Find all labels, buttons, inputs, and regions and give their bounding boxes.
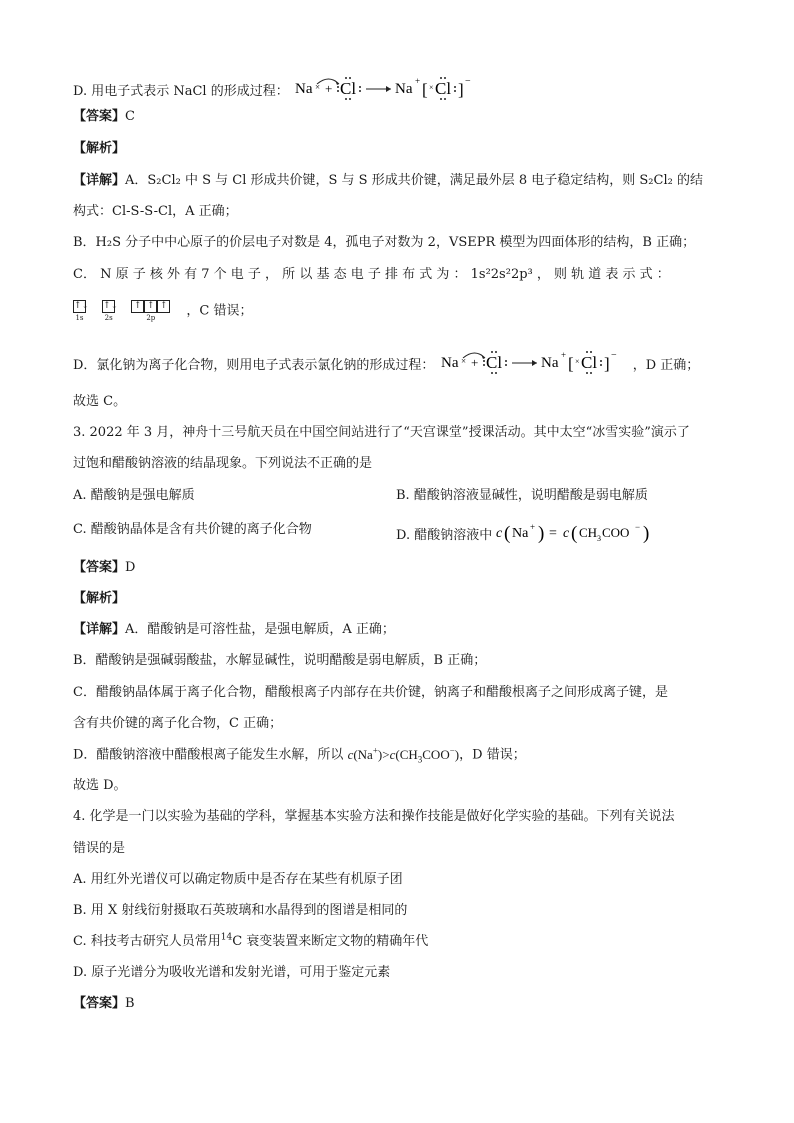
orbital-2s (102, 296, 119, 323)
detail-label: 【详解】 (73, 622, 126, 637)
q2-detail-b: B．H₂S 分子中中心原子的价层电子对数是 4，孤电子对数为 2，VSEPR 模型为四面体形的结构，B 正确； (73, 235, 696, 250)
detail-text: D．醋酸钠溶液中醋酸根离子能发生水解，所以 (73, 747, 348, 763)
q3-stem-1: 3. 2022 年 3 月，神舟十三号航天员在中国空间站进行了“天宫课堂”授课活动。其中太空“冰雪实验”演示了 (73, 425, 690, 440)
svg-text:Cl: Cl (434, 79, 451, 98)
q4-option-c (73, 933, 428, 951)
svg-text:(: ( (571, 523, 578, 544)
orbital-box: ↑ (157, 300, 170, 313)
q2-detail-d (73, 348, 699, 383)
svg-text:[: [ (421, 80, 428, 99)
svg-text:Na: Na (540, 355, 559, 371)
svg-text:): ) (643, 523, 650, 544)
orbital-box: ↑↓ (103, 301, 119, 311)
svg-text:c: c (563, 526, 570, 541)
q3-answer (73, 559, 135, 577)
q2-detail-c-2 (73, 296, 253, 326)
answer-label: 【答案】 (73, 560, 126, 575)
option-text: C 衰变装置来断定文物的精确年代 (232, 934, 429, 949)
q3-detail-c-2: 含有共价键的离子化合物，C 正确； (73, 716, 283, 731)
orbital-2p (131, 296, 170, 323)
q2-analysis-label: 【解析】 (73, 141, 126, 156)
svg-text:Na: Na (440, 355, 459, 371)
svg-text:×: × (574, 357, 580, 366)
svg-text:(: ( (504, 523, 511, 544)
orbital-box: ↑ (131, 300, 144, 313)
answer-value: C (125, 109, 135, 124)
svg-text:Na: Na (394, 81, 413, 97)
q2-option-d-text: D. 用电子式表示 NaCl 的形成过程： (73, 84, 289, 99)
svg-text:×: × (428, 83, 434, 92)
q4-option-b: B. 用 X 射线衍射摄取石英玻璃和水晶得到的图谱是相同的 (73, 903, 408, 918)
q3-stem-2: 过饱和醋酸钠溶液的结晶现象。下列说法不正确的是 (73, 456, 373, 471)
q2-conclusion: 故选 C。 (73, 394, 127, 409)
q2-answer (73, 108, 135, 126)
svg-text:): ) (538, 523, 545, 544)
svg-text:+: + (530, 522, 536, 532)
q3-option-a: A. 醋酸钠是强电解质 (73, 488, 195, 503)
svg-text:COO: COO (602, 525, 630, 540)
q3-option-d (396, 521, 656, 550)
svg-text:Cl: Cl (485, 353, 502, 372)
q4-option-d: D. 原子光谱分为吸收光谱和发射光谱，可用于鉴定元素 (73, 965, 391, 980)
orbital-label: 1s (75, 314, 84, 322)
orbital-label: 2p (146, 314, 156, 322)
orbital-box: ↑↓ (74, 301, 90, 311)
q2-detail-a-1 (73, 172, 703, 190)
svg-text:×: × (460, 356, 466, 366)
option-text: D. 醋酸钠溶液中 (396, 528, 493, 543)
svg-text:]: ] (603, 354, 610, 373)
svg-text:Na: Na (512, 526, 529, 541)
svg-text:+: + (470, 355, 478, 370)
q4-stem-1: 4. 化学是一门以实验为基础的学科，掌握基本实验方法和操作技能是做好化学实验的基础。下列有关说法 (73, 809, 675, 824)
orbital-diagram (73, 296, 182, 326)
svg-text:Cl: Cl (580, 353, 597, 372)
q2-detail-c-1: C． N 原 子 核 外 有 7 个 电 子 ， 所 以 基 态 电 子 排 布 式 为 ： 1s²2s²2p³ ， 则 轨 道 表 示 式 ： (73, 267, 670, 282)
q3-detail-b: B．醋酸钠是强碱弱酸盐，水解显碱性，说明醋酸是弱电解质，B 正确； (73, 653, 487, 668)
answer-value: D (125, 560, 136, 575)
concentration-equation-image (496, 521, 656, 550)
svg-text:[: [ (567, 354, 574, 373)
svg-text:3: 3 (597, 534, 602, 543)
q3-conclusion: 故选 D。 (73, 778, 127, 793)
svg-text:+: + (324, 81, 333, 96)
nacl-electron-formula-image (439, 348, 629, 383)
answer-label: 【答案】 (73, 996, 126, 1011)
orbital-box: ↑ (144, 300, 157, 313)
q3-detail-c-1: C．醋酸钠晶体属于离子化合物，醋酸根离子内部存在共价键，钠离子和醋酸根离子之间形成离子键，是 (73, 685, 668, 700)
svg-text:+: + (560, 350, 566, 360)
detail-text: ，C 错误； (186, 303, 253, 319)
orbital-1s (73, 296, 90, 323)
q3-option-c: C. 醋酸钠晶体是含有共价键的离子化合物 (73, 522, 312, 537)
svg-text:−: − (635, 522, 641, 532)
answer-value: B (125, 996, 135, 1011)
q3-detail-a (73, 621, 395, 639)
svg-text:]: ] (457, 80, 464, 99)
svg-text:Cl: Cl (339, 79, 356, 98)
answer-label: 【答案】 (73, 109, 126, 124)
svg-text:+: + (414, 76, 420, 86)
orbital-label: 2s (104, 314, 113, 322)
detail-text: A．S₂Cl₂ 中 S 与 Cl 形成共价键，S 与 S 形成共价键，满足最外层 8 电子稳定结构，则 S₂Cl₂ 的结 (125, 173, 703, 188)
svg-text:×: × (314, 82, 320, 92)
q4-stem-2: 错误的是 (73, 841, 126, 856)
isotope-mass-number: 14 (220, 932, 233, 943)
svg-text:c: c (496, 526, 503, 541)
option-text: C. 科技考古研究人员常用 (73, 934, 221, 949)
q4-answer (73, 995, 135, 1013)
q2-option-d (73, 74, 483, 109)
detail-label: 【详解】 (73, 173, 126, 188)
nacl-electron-formula-image (293, 74, 483, 109)
detail-text: ，D 正确； (632, 358, 700, 373)
detail-text: A．醋酸钠是可溶性盐，是强电解质，A 正确； (125, 622, 395, 637)
svg-text:−: − (464, 76, 471, 87)
q3-option-b: B. 醋酸钠溶液显碱性，说明醋酸是弱电解质 (396, 488, 648, 503)
svg-text:=: = (549, 526, 558, 541)
detail-text: ，D 错误； (459, 747, 526, 763)
detail-text: D．氯化钠为离子化合物，则用电子式表示氯化钠的形成过程： (73, 358, 435, 373)
svg-text:Na: Na (294, 81, 313, 97)
svg-text:−: − (610, 350, 617, 361)
q4-option-a: A. 用红外光谱仪可以确定物质中是否存在某些有机原子团 (73, 872, 403, 887)
q3-analysis-label: 【解析】 (73, 591, 126, 606)
q2-detail-a-2: 构式：Cl-S-S-Cl，A 正确； (73, 204, 238, 219)
q3-detail-d (73, 746, 526, 765)
svg-text:CH: CH (579, 525, 598, 540)
concentration-inequality: $c(Na^+)>c(CH_3COO^-)$ (347, 745, 460, 765)
